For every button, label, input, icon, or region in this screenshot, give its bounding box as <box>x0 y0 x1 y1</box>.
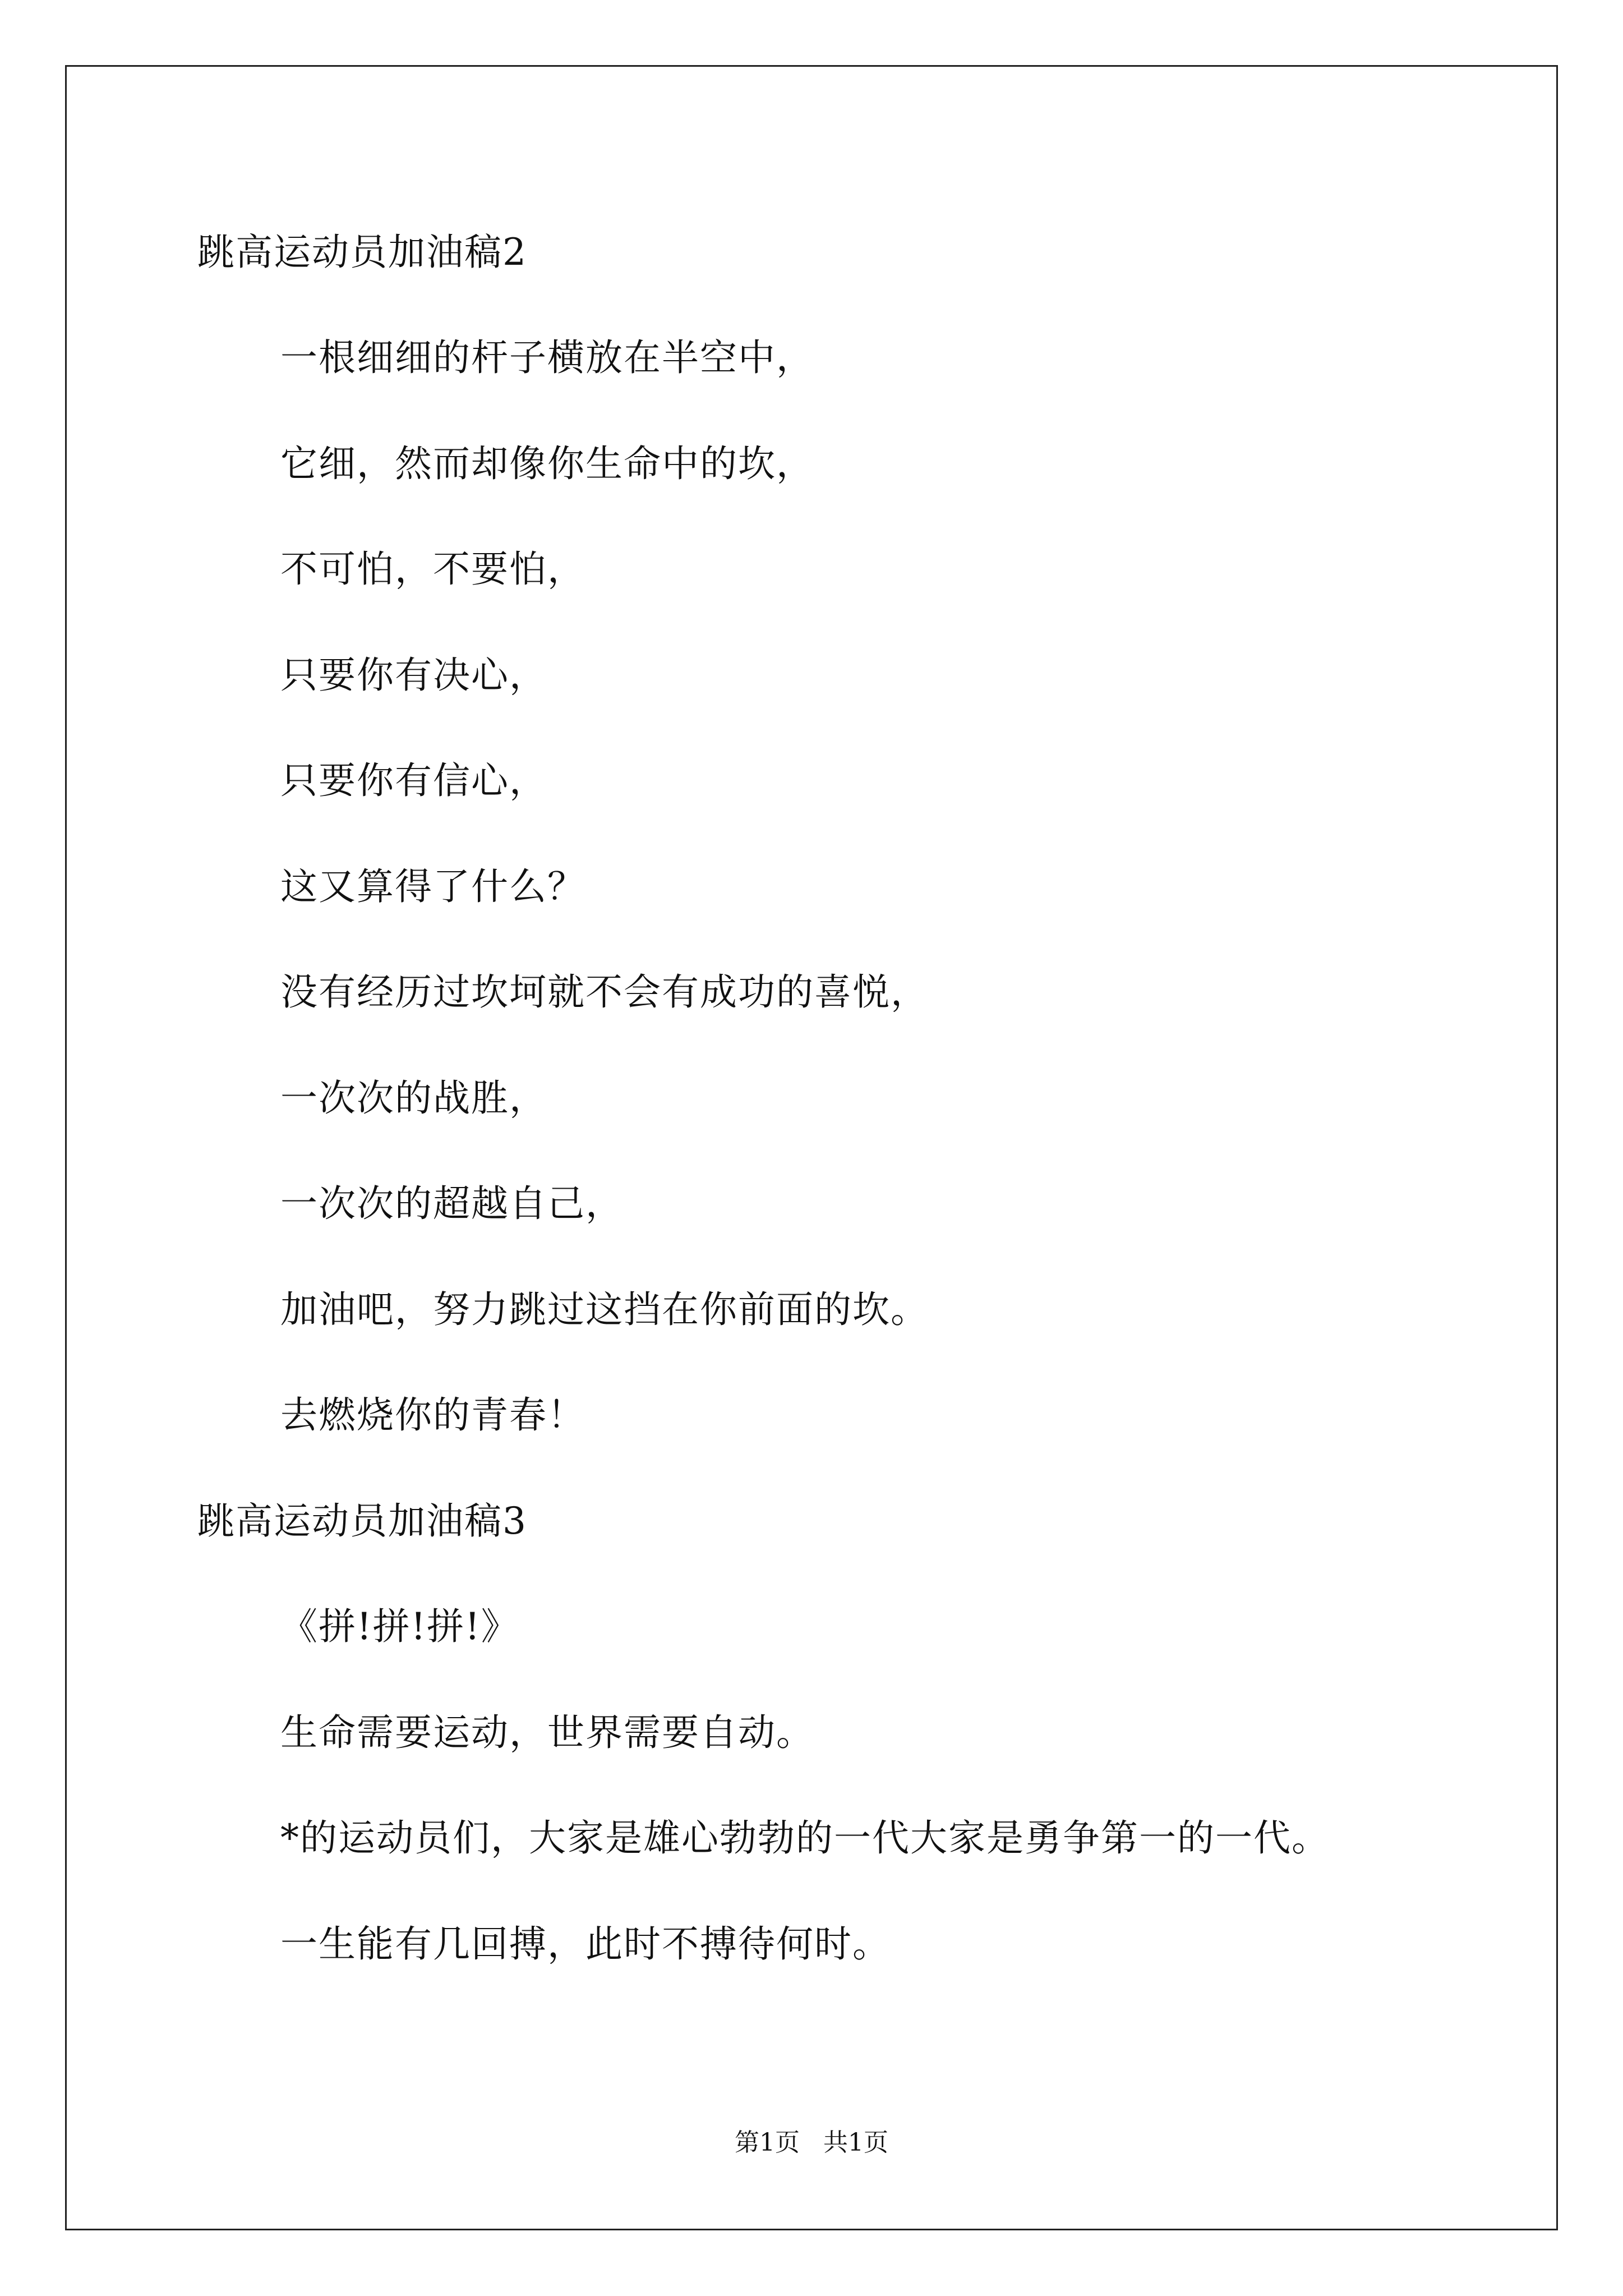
paragraph-line: 加油吧，努力跳过这挡在你前面的坎。 <box>280 1288 929 1331</box>
paragraph-line: 没有经历过坎坷就不会有成功的喜悦， <box>280 970 929 1014</box>
section-title: 跳高运动员加油稿3 <box>197 1499 527 1543</box>
paragraph-line: 一生能有几回搏，此时不搏待何时。 <box>280 1922 891 1966</box>
paragraph-line: 一次次的战胜， <box>280 1076 547 1120</box>
paragraph-line: 生命需要运动，世界需要自动。 <box>280 1711 814 1754</box>
page-footer: 第1页 共1页 <box>735 2128 888 2157</box>
paragraph-line: 去燃烧你的青春！ <box>280 1393 585 1437</box>
paragraph-line: 只要你有信心， <box>280 759 547 802</box>
paragraph-line: 这又算得了什么？ <box>280 865 585 908</box>
paragraph-line: 它细，然而却像你生命中的坎， <box>280 442 814 485</box>
paragraph-line: 《拼!拼!拼!》 <box>280 1605 519 1648</box>
paragraph-line: 一次次的超越自己， <box>280 1182 624 1225</box>
paragraph-line: *的运动员们，大家是雄心勃勃的一代大家是勇争第一的一代。 <box>280 1816 1330 1860</box>
section-title: 跳高运动员加油稿2 <box>197 231 527 274</box>
page-frame <box>65 65 1558 2230</box>
paragraph-line: 不可怕，不要怕， <box>280 547 585 591</box>
paragraph-line: 只要你有决心， <box>280 654 547 697</box>
paragraph-line: 一根细细的杆子横放在半空中， <box>280 336 814 379</box>
